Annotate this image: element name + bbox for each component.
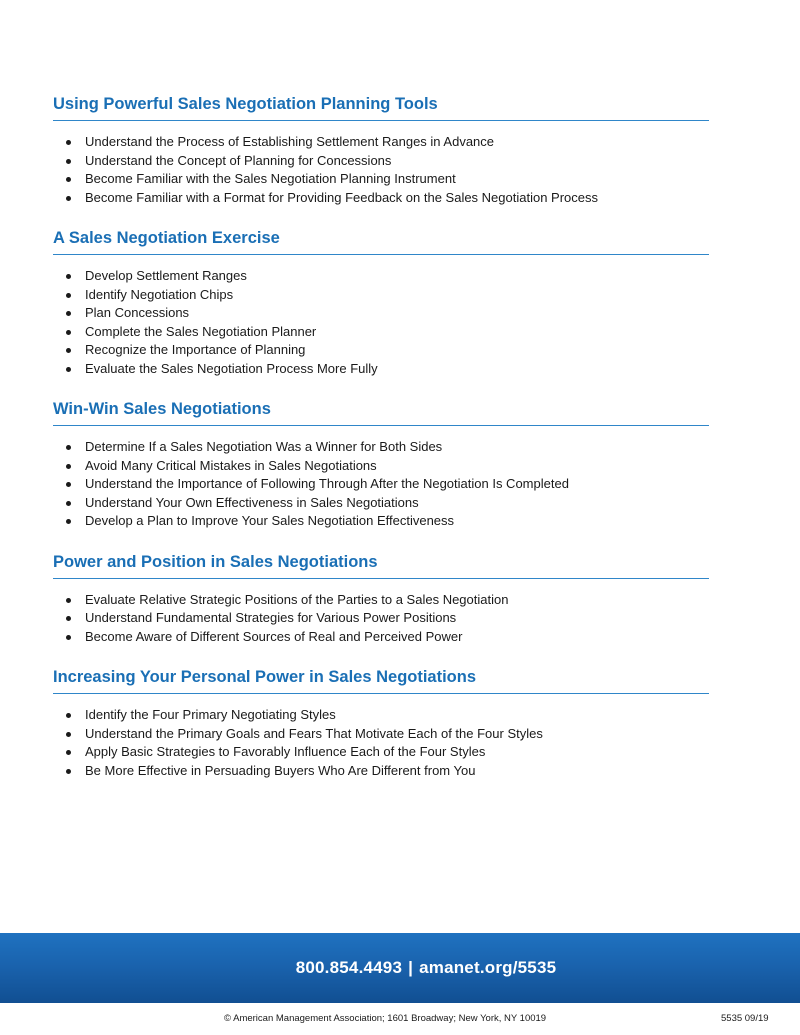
list-item: Develop a Plan to Improve Your Sales Negotiation Effectiveness (53, 512, 709, 531)
list-item: Evaluate Relative Strategic Positions of the Parties to a Sales Negotiation (53, 591, 709, 610)
copyright-text: © American Management Association; 1601 Broadway; New York, NY 10019 (224, 1013, 547, 1024)
list-item: Become Familiar with a Format for Providing Feedback on the Sales Negotiation Process (53, 189, 709, 208)
document-code: 5535 09/19 (721, 1013, 769, 1024)
section-title: Using Powerful Sales Negotiation Planning Tools (53, 93, 709, 121)
section-win-win (53, 398, 709, 531)
contact-line (244, 958, 557, 978)
website-link[interactable]: amanet.org/5535 (419, 958, 557, 977)
list-item: Understand the Process of Establishing Settlement Ranges in Advance (53, 133, 709, 152)
bullet-list (53, 591, 709, 647)
section-title: A Sales Negotiation Exercise (53, 227, 709, 255)
list-item: Recognize the Importance of Planning (53, 341, 709, 360)
bullet-list (53, 438, 709, 531)
section-power-position (53, 551, 709, 647)
bullet-list (53, 133, 709, 207)
list-item: Become Aware of Different Sources of Real and Perceived Power (53, 628, 709, 647)
section-title: Power and Position in Sales Negotiations (53, 551, 709, 579)
list-item: Understand Your Own Effectiveness in Sales Negotiations (53, 494, 709, 513)
section-title: Win-Win Sales Negotiations (53, 398, 709, 426)
list-item: Become Familiar with the Sales Negotiation Planning Instrument (53, 170, 709, 189)
list-item: Be More Effective in Persuading Buyers Who Are Different from You (53, 762, 709, 781)
list-item: Understand Fundamental Strategies for Various Power Positions (53, 609, 709, 628)
list-item: Avoid Many Critical Mistakes in Sales Negotiations (53, 457, 709, 476)
section-personal-power (53, 666, 709, 780)
list-item: Understand the Concept of Planning for Concessions (53, 152, 709, 171)
list-item: Develop Settlement Ranges (53, 267, 709, 286)
list-item: Understand the Primary Goals and Fears That Motivate Each of the Four Styles (53, 725, 709, 744)
list-item: Plan Concessions (53, 304, 709, 323)
list-item: Evaluate the Sales Negotiation Process More Fully (53, 360, 709, 379)
list-item: Complete the Sales Negotiation Planner (53, 323, 709, 342)
list-item: Identify Negotiation Chips (53, 286, 709, 305)
bullet-list (53, 706, 709, 780)
list-item: Determine If a Sales Negotiation Was a Winner for Both Sides (53, 438, 709, 457)
phone-number[interactable]: 800.854.4493 (295, 958, 403, 977)
section-planning-tools (53, 93, 709, 207)
list-item: Apply Basic Strategies to Favorably Influence Each of the Four Styles (53, 743, 709, 762)
section-title: Increasing Your Personal Power in Sales Negotiations (53, 666, 709, 694)
list-item: Understand the Importance of Following Through After the Negotiation Is Completed (53, 475, 709, 494)
section-negotiation-exercise (53, 227, 709, 378)
contact-banner (0, 933, 800, 1003)
separator: | (408, 958, 414, 977)
bullet-list (53, 267, 709, 378)
course-outline (53, 93, 709, 800)
list-item: Identify the Four Primary Negotiating Styles (53, 706, 709, 725)
